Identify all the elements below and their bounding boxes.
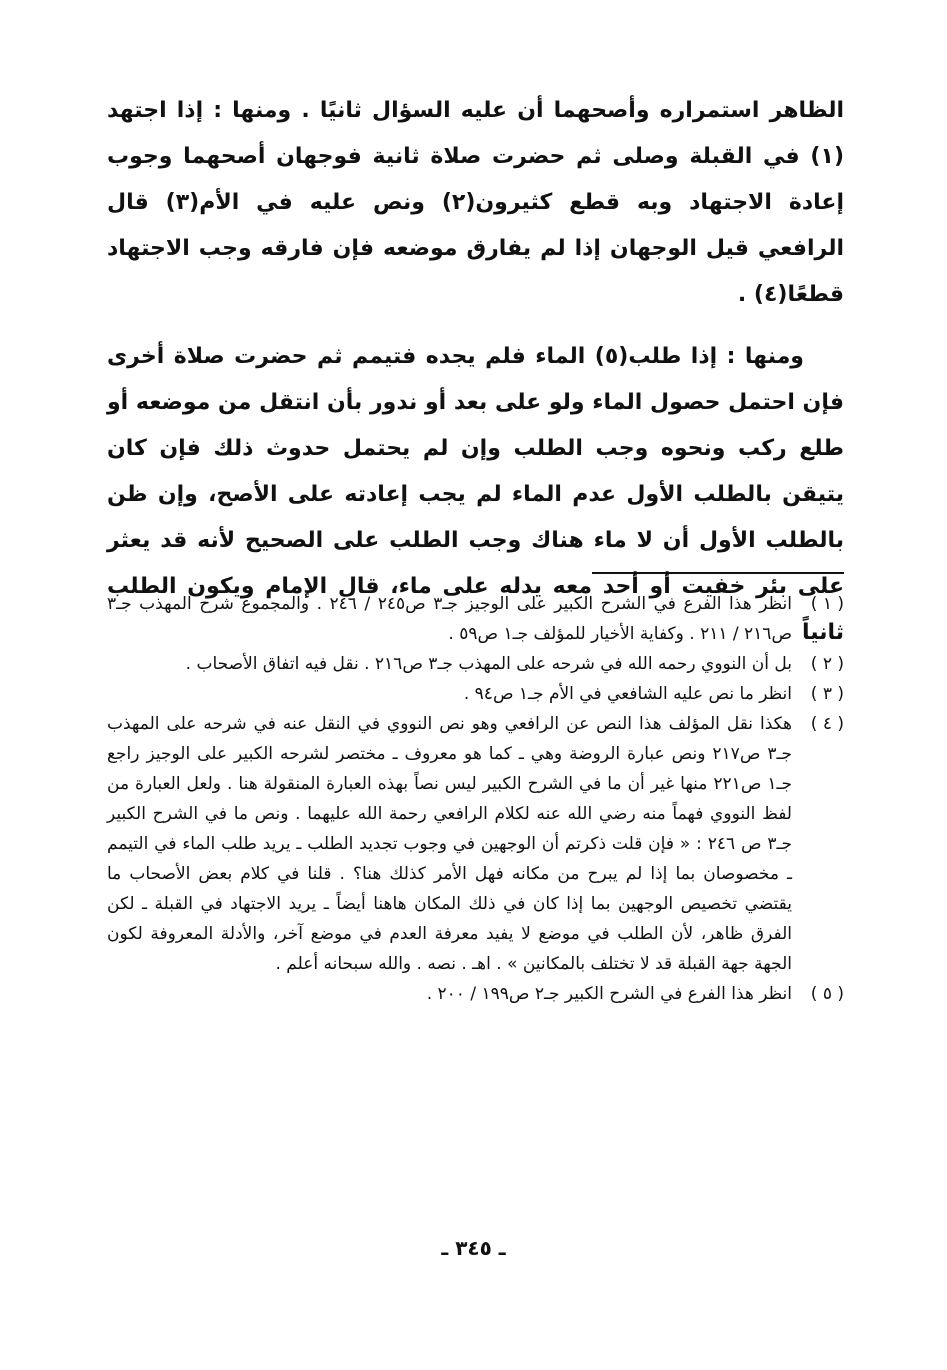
footnotes bbox=[107, 589, 844, 1009]
footnote-4 bbox=[107, 709, 844, 979]
body-paragraph-2: ومنها : إذا طلب(٥) الماء فلم يجده فتيمم ثم حضرت صلاة أخرى فإن احتمل حصول الماء ولو على بعد أو ندور بأن انتقل من موضعه أو طلع ركب ونحوه وجب الطلب وإن لم يحتمل حدوث ذلك فإن كان يتيقن بالطلب الأول عدم الماء لم يجب إعادته على الأصح، وإن ظن بالطلب الأول أن لا ماء هناك وجب الطلب على الصحيح لأنه قد يعثر على بئر خفيت أو أحد معه يدله على ماء، قال الإمام ويكون الطلب ثانياً bbox=[107, 344, 844, 645]
footnote-text: بل أن النووي رحمه الله في شرحه على المهذب جـ٣ ص٢١٦ . نقل فيه اتفاق الأصحاب . bbox=[185, 654, 792, 674]
footnote-number: ( ٤ ) bbox=[810, 714, 844, 734]
footnote-5 bbox=[107, 979, 844, 1009]
footnote-divider bbox=[592, 572, 844, 574]
footnote-text: انظر هذا الفرع في الشرح الكبير جـ٢ ص١٩٩ / ٢٠٠ . bbox=[426, 984, 792, 1004]
footnote-1 bbox=[107, 589, 844, 649]
main-text bbox=[107, 88, 844, 656]
footnote-3 bbox=[107, 679, 844, 709]
footnote-text: انظر هذا الفرع في الشرح الكبير على الوجيز جـ٣ ص٢٤٥ / ٢٤٦ . والمجموع شرح المهذب جـ٣ ص٢١٦ / ٢١١ . وكفاية الأخيار للمؤلف جـ١ ص٥٩ . bbox=[107, 594, 792, 644]
footnote-text: انظر ما نص عليه الشافعي في الأم جـ١ ص٩٤ . bbox=[463, 684, 792, 704]
footnote-text: هكذا نقل المؤلف هذا النص عن الرافعي وهو نص النووي في النقل عنه في شرحه على المهذب جـ٣ ص٢١٧ ونص عبارة الروضة وهي ـ كما هو معروف ـ مختصر لشرحه الكبير على الوجيز راجع جـ١ ص٢٢١ منها غير أن ما في الشرح الكبير ليس نصاً بهذه العبارة المنقولة هنا . ولعل العبارة من لفظ النووي فهماً منه رضي الله عنه لكلام الرافعي رحمة الله عليهما . ونص ما في الشرح الكبير جـ٣ ص ٢٤٦ : « فإن قلت ذكرتم أن الوجهين في وجوب تجديد الطلب ـ يريد طلب الماء في التيمم ـ مخصوصان بما إذا لم يبرح من مكانه فهل الأمر كذلك هنا؟ . قلنا في كلام بعض الأصحاب ما يقتضي تخصيص الوجهين بما إذا كان في ذلك المكان هاهنا أيضاً ـ يريد الاجتهاد في القبلة ـ لكن الفرق ظاهر، لأن الطلب في موضع لا يفيد معرفة العدم في موضع آخر، والأدلة المعروفة لكون الجهة جهة القبلة قد لا تختلف بالمكانين » . اهـ . نصه . والله سبحانه أعلم . bbox=[107, 714, 792, 974]
page-number: ـ ٣٤٥ ـ bbox=[441, 1236, 506, 1260]
footnote-2 bbox=[107, 649, 844, 679]
body-paragraph-1: الظاهر استمراره وأصحهما أن عليه السؤال ثانيًا . ومنها : إذا اجتهد (١) في القبلة وصلى ثم حضرت صلاة ثانية فوجهان أصحهما وجوب إعادة الاجتهاد وبه قطع كثيرون(٢) ونص عليه في الأم(٣) قال الرافعي قيل الوجهان إذا لم يفارق موضعه فإن فارقه وجب الاجتهاد قطعًا(٤) . bbox=[107, 98, 844, 307]
footnote-number: ( ٣ ) bbox=[810, 684, 844, 704]
footnote-number: ( ٢ ) bbox=[810, 654, 844, 674]
footnote-number: ( ١ ) bbox=[810, 594, 844, 614]
footnote-number: ( ٥ ) bbox=[810, 984, 844, 1004]
